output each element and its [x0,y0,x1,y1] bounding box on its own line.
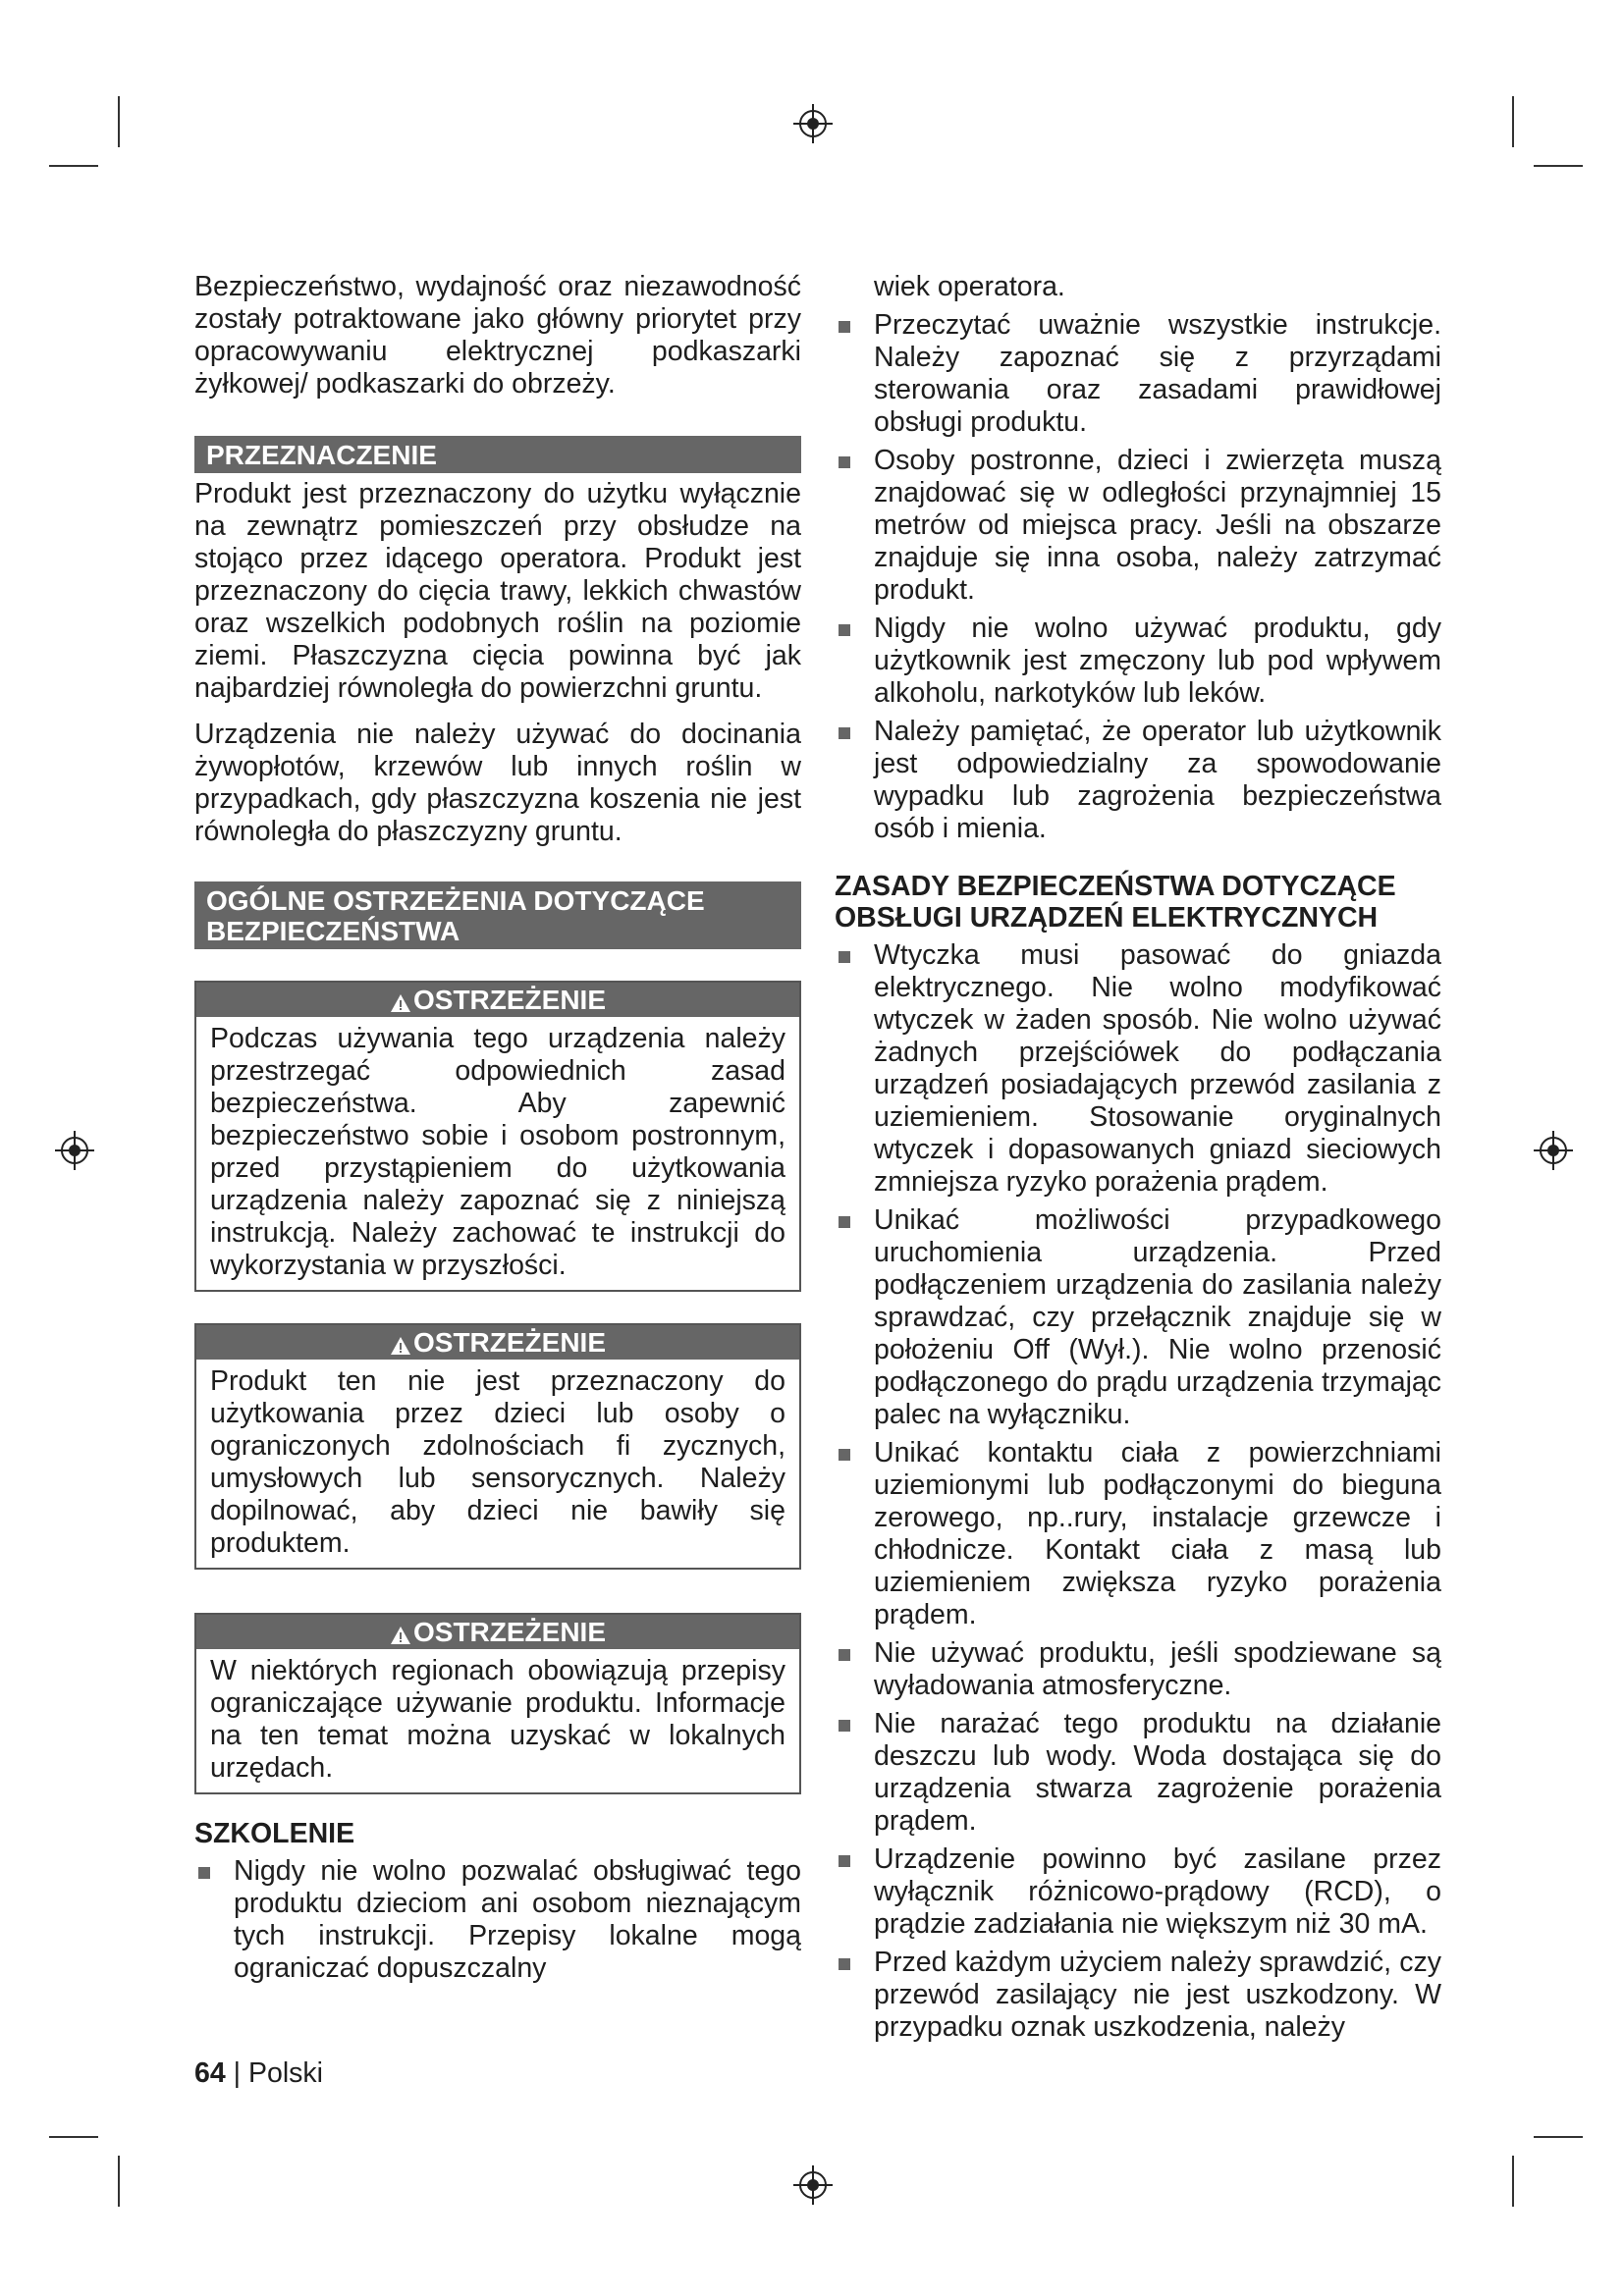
list-item: Nigdy nie wolno używać produktu, gdy użytkownik jest zmęczony lub pod wpływem alkoholu, narkotyków lub leków. [835,613,1441,710]
registration-mark-icon [1534,1131,1573,1170]
crop-mark [1534,2136,1583,2138]
section-heading-general-warnings: OGÓLNE OSTRZEŻENIA DOTYCZĄCE BEZPIECZEŃSTWA [194,881,801,949]
intro-paragraph: Bezpieczeństwo, wydajność oraz niezawodność zostały potraktowane jako główny priorytet przy opracowywaniu elektrycznej podkaszarki żyłkowej/ podkaszarki do obrzeży. [194,271,801,400]
crop-mark [1512,2156,1514,2207]
warning-box [194,981,801,1292]
warning-triangle-icon [390,992,411,1014]
crop-mark [1512,96,1514,147]
crop-mark [49,2136,98,2138]
list-item: Unikać możliwości przypadkowego uruchomienia urządzenia. Przed podłączeniem urządzenia do zasilania należy sprawdzać, czy przełącznik znajduje się w położeniu Off (Wył.). Nie wolno przenosić podłączonego do prądu urządzenia trzymając palec na wyłączniku. [835,1204,1441,1431]
warning-text: Produkt ten nie jest przeznaczony do użytkowania przez dzieci lub osoby o ograniczonych zdolnościach fi zycznych, umysłowych lub sensorycznych. Należy dopilnować, aby dzieci nie bawiły się produktem. [210,1365,785,1559]
list-item: Nie używać produktu, jeśli spodziewane są wyładowania atmosferyczne. [835,1637,1441,1702]
training-list [194,1855,801,1985]
warning-box [194,1613,801,1794]
warning-header [196,1615,799,1649]
warning-triangle-icon [390,1625,411,1646]
registration-mark-icon [793,2165,833,2205]
warning-label: OSTRZEŻENIE [412,985,606,1015]
section-heading-purpose: PRZEZNACZENIE [194,436,801,473]
page-number: 64 [194,2057,226,2089]
warning-label: OSTRZEŻENIE [412,1327,606,1358]
page-footer [194,2057,323,2090]
list-item: Wtyczka musi pasować do gniazda elektrycznego. Nie wolno modyfikować wtyczek w żaden sposób. Nie wolno używać żadnych przejściówek do podłączania urządzeń posiadających przewód zasilania z uziemieniem. Stosowanie oryginalnych wtyczek i dopasowanych gniazd sieciowych zmniejsza ryzyko porażenia prądem. [835,939,1441,1199]
footer-language: Polski [247,2057,323,2089]
crop-mark [1534,165,1583,167]
warning-text: Podczas używania tego urządzenia należy przestrzegać odpowiednich zasad bezpieczeństwa. Aby zapewnić bezpieczeństwo sobie i osobom postronnym, przed przystąpieniem do użytkowania urządzenia należy zapoznać się z niniejszą instrukcją. Należy zachować te instrukcji do wykorzystania w przyszłości. [210,1023,785,1281]
list-item: Urządzenie powinno być zasilane przez wyłącznik różnicowo-prądowy (RCD), o prądzie zadziałania nie większym niż 30 mA. [835,1843,1441,1941]
right-column [835,271,1441,2044]
warning-triangle-icon [390,1335,411,1357]
warning-label: OSTRZEŻENIE [412,1617,606,1647]
footer-separator: | [233,2057,242,2089]
crop-mark [118,96,120,147]
list-item: Przed każdym użyciem należy sprawdzić, czy przewód zasilający nie jest uszkodzony. W przypadku oznak uszkodzenia, należy [835,1947,1441,2044]
warning-header [196,1325,799,1360]
registration-mark-icon [793,104,833,143]
list-item: Należy pamiętać, że operator lub użytkownik jest odpowiedzialny za spowodowanie wypadku lub zagrożenia bezpieczeństwa osób i mienia. [835,716,1441,845]
warning-header [196,983,799,1017]
training-list-continued [835,309,1441,845]
purpose-paragraph-2: Urządzenia nie należy używać do docinania żywopłotów, krzewów lub innych roślin w przypadkach, gdy płaszczyzna koszenia nie jest równoległa do płaszczyzny gruntu. [194,719,801,847]
list-item: Nigdy nie wolno pozwalać obsługiwać tego produktu dzieciom ani osobom nieznającym tych instrukcji. Przepisy lokalne mogą ograniczać dopuszczalny [194,1855,801,1985]
list-item: Unikać kontaktu ciała z powierzchniami uziemionymi lub podłączonymi do bieguna zerowego, np..rury, instalacje grzewcze i chłodnicze. Kontakt ciała z masą lub uziemieniem zwiększa ryzyko porażenia prądem. [835,1437,1441,1631]
warning-text: W niektórych regionach obowiązują przepisy ograniczające używanie produktu. Informacje na ten temat można uzyskać w lokalnych urzędach. [210,1655,785,1784]
list-item: Osoby postronne, dzieci i zwierzęta muszą znajdować się w odległości przynajmniej 15 metrów od miejsca pracy. Jeśli na obszarze znajduje się inna osoba, należy zatrzymać produkt. [835,445,1441,607]
list-item: Przeczytać uważnie wszystkie instrukcje. Należy zapoznać się z przyrządami sterowania oraz zasadami prawidłowej obsługi produktu. [835,309,1441,439]
electrical-safety-list [835,939,1441,2044]
electrical-safety-heading: ZASADY BEZPIECZEŃSTWA DOTYCZĄCE OBSŁUGI URZĄDZEŃ ELEKTRYCZNYCH [835,871,1396,934]
continuation-text: wiek operatora. [874,271,1065,302]
warning-box [194,1323,801,1570]
crop-mark [118,2156,120,2207]
list-item: Nie narażać tego produktu na działanie deszczu lub wody. Woda dostająca się do urządzenia stwarza zagrożenie porażenia prądem. [835,1708,1441,1838]
registration-mark-icon [55,1131,94,1170]
purpose-paragraph-1: Produkt jest przeznaczony do użytku wyłącznie na zewnątrz pomieszczeń przy obsłudze na stojąco przez idącego operatora. Produkt jest przeznaczony do cięcia trawy, lekkich chwastów oraz wszelkich podobnych roślin na poziomie ziemi. Płaszczyzna cięcia powinna być jak najbardziej równoległa do powierzchni gruntu. [194,478,801,704]
left-column [194,271,801,1985]
training-heading: SZKOLENIE [194,1818,355,1849]
crop-mark [49,165,98,167]
